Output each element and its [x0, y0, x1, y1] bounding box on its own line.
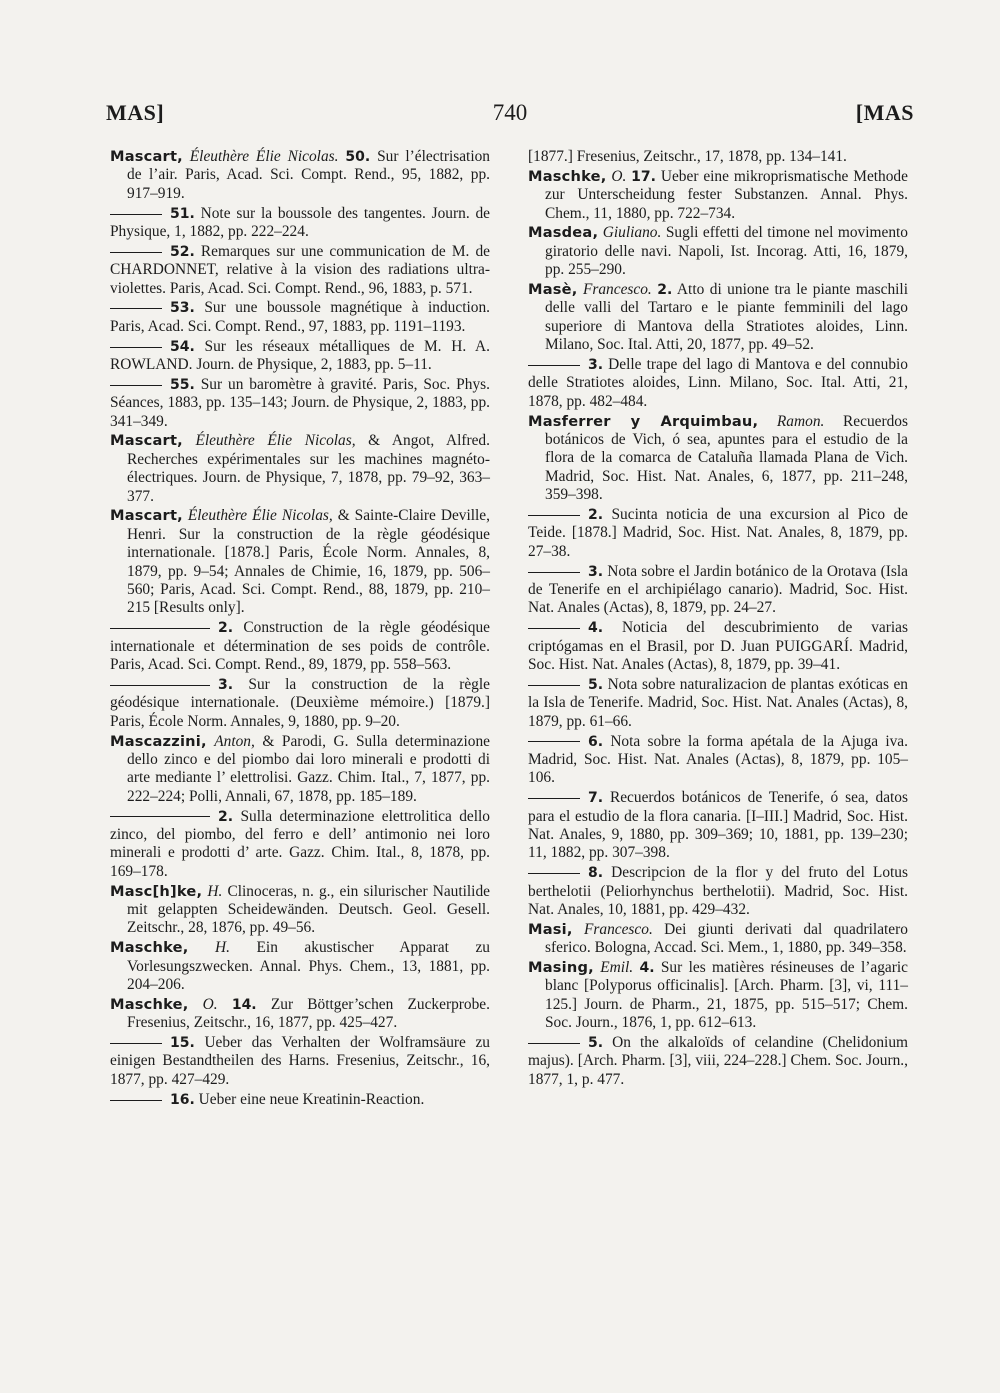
entry-text: Dei giunti derivati dal quadrilatero sferico. Bologna, Accad. Sci. Mem., 1, 1880, pp. 349–358.	[545, 920, 908, 957]
author-name: Masè,	[528, 281, 578, 299]
entry-text: Ueber das Verhalten der Wolframsäure zu einigen Bestandtheilen des Harns. Fresenius, Zeitschr., 16, 1877, pp. 427–429.	[110, 1033, 490, 1088]
bibliography-entry	[528, 413, 908, 505]
ditto-rule	[110, 385, 162, 386]
bibliography-entry	[110, 205, 490, 242]
bibliography-entry	[110, 148, 490, 203]
ditto-rule	[528, 365, 580, 366]
entry-text: Sucinta noticia de una excursion al Pico de Teide. [1878.] Madrid, Soc. Hist. Nat. Anales, 8, 1879, pp. 27–38.	[528, 506, 908, 560]
ditto-rule	[110, 214, 162, 215]
bibliography-entry	[110, 883, 490, 938]
ditto-rule	[110, 1100, 162, 1101]
bibliography-entry	[528, 356, 908, 411]
entry-number: 8.	[588, 865, 604, 882]
author-given-name: Éleuthère Élie Nicolas,	[195, 432, 356, 450]
bibliography-entry	[110, 1091, 490, 1109]
entry-text: Descripcion de la flor y del fruto del Lotus berthelotii (Peliorhynchus berthelotii). Madrid, Soc. Hist. Nat. Anales, 10, 1881, pp. 429–432.	[528, 864, 908, 918]
entry-text: Zur Böttger’schen Zuckerprobe. Fresenius, Zeitschr., 16, 1877, pp. 425–427.	[127, 995, 490, 1032]
entry-text: [1877.] Fresenius, Zeitschr., 17, 1878, pp. 134–141.	[528, 148, 847, 165]
entry-text: Sur l’électrisation de l’air. Paris, Acad. Sci. Compt. Rend., 95, 1882, pp. 917–919.	[127, 148, 490, 202]
ditto-rule	[110, 685, 210, 686]
entry-text: & Sainte-Claire Deville, Henri. Sur la construction de la règle géodésique internationale. [1878.] Paris, École Norm. Annales, 8, 1879, pp. 9–54; Annales de Chimie, 16, 1879, pp. 506–560; Paris, Acad. Sci. Compt. Rend., 88, 1879, pp. 210–215 [Results only].	[127, 507, 490, 617]
entry-number: 5.	[588, 676, 604, 693]
entry-text: Sur une boussole magnétique à induction. Paris, Acad. Sci. Compt. Rend., 97, 1883, pp. 1191–1193.	[110, 299, 490, 335]
ditto-rule	[110, 1043, 162, 1044]
bibliography-entry	[528, 563, 908, 618]
entry-text: Ueber eine mikroprismatische Methode zur Unterscheidung fester Substanzen. Annal. Phys. Chem., 11, 1880, pp. 722–734.	[545, 167, 908, 222]
bibliography-entry	[110, 338, 490, 375]
entry-text: Recuerdos botánicos de Tenerife, ó sea, datos para el estudio de la flora canaria. [I–III.] Madrid, Soc. Hist. Nat. Anales, 9, 1880, pp. 309–369; 10, 1881, pp. 139–230; 11, 1882, pp. 307–398.	[528, 789, 908, 862]
entry-number: 17.	[631, 168, 656, 185]
author-given-name: Éleuthère Élie Nicolas.	[189, 148, 339, 165]
ditto-rule	[528, 873, 580, 874]
ditto-rule	[110, 347, 162, 348]
page-number: 740	[492, 100, 528, 125]
bibliography-entry	[528, 864, 908, 919]
bibliography-entry	[110, 507, 490, 617]
entry-number: 3.	[588, 357, 604, 374]
entry-text: & Parodi, G. Sulla determinazione dello zinco e del piombo dai loro minerali e prodotti di arte mediante l’ elettrolisi. Gazz. Chim. Ital., 7, 1877, pp. 222–224; Polli, Annali, 67, 1878, pp. 185–189.	[127, 732, 490, 805]
entry-text: Construction de la règle géodésique internationale et détermination de ses poids de contrôle. Paris, Acad. Sci. Compt. Rend., 89, 1879, pp. 558–563.	[110, 619, 490, 674]
ditto-rule	[110, 252, 162, 253]
bibliography-entry	[528, 619, 908, 674]
entry-number: 2.	[218, 808, 234, 825]
bibliography-entry	[528, 733, 908, 788]
entry-text: Ein akustischer Apparat zu Vorlesungszwecken. Annal. Phys. Chem., 13, 1881, pp. 204–206.	[127, 939, 490, 993]
entry-text: Note sur la boussole des tangentes. Journ. de Physique, 1, 1882, pp. 222–224.	[110, 204, 490, 241]
entry-number: 51.	[170, 205, 195, 222]
ditto-rule	[528, 1043, 580, 1044]
entry-text: Sugli effetti del timone nel movimento giratorio delle navi. Napoli, Ist. Incorag. Atti, 16, 1879, pp. 255–290.	[545, 224, 908, 279]
entry-number: 2.	[588, 507, 604, 524]
entry-number: 7.	[588, 790, 604, 807]
author-name: Masc[h]ke,	[110, 882, 203, 900]
author-name: Mascart,	[110, 507, 183, 525]
right-column	[528, 148, 908, 1091]
entry-text: Noticia del descubrimiento de varias criptógamas en el Brasil, por D. Juan PUIGGARÍ. Madrid, Soc. Hist. Nat. Anales (Actas), 8, 1879, pp. 39–41.	[528, 619, 908, 674]
author-given-name: H.	[207, 882, 223, 900]
entry-number: 2.	[218, 620, 234, 637]
running-header	[106, 100, 914, 134]
entry-number: 50.	[345, 149, 371, 165]
entry-text: Nota sobre naturalizacion de plantas exóticas en la Isla de Tenerife. Madrid, Soc. Hist. Nat. Anales (Actas), 8, 1879, pp. 61–66.	[528, 675, 908, 730]
ditto-rule	[528, 515, 580, 516]
entry-text: Sur les matières résineuses de l’agaric blanc [Polyporus officinalis]. [Arch. Pharm. [3], vi, 111–125.] Journ. de Pharm., 21, 1875, pp. 515–517; Chem. Soc. Journ., 1876, 1, pp. 612–613.	[545, 958, 908, 1032]
bibliography-entry	[110, 676, 490, 731]
entry-number: 16.	[170, 1091, 195, 1108]
bibliography-entry	[528, 789, 908, 863]
entry-text: Remarques sur une communication de M. de CHARDONNET, relative à la vision des radiations ultra-violettes. Paris, Acad. Sci. Compt. Rend., 96, 1883, p. 571.	[110, 242, 490, 297]
bibliography-entry	[110, 733, 490, 807]
author-given-name: Éleuthère Élie Nicolas,	[187, 507, 333, 525]
bibliography-entry	[110, 939, 490, 994]
bibliography-entry	[110, 376, 490, 431]
bibliography-entry	[110, 243, 490, 298]
author-given-name: Anton,	[214, 732, 255, 750]
bibliography-entry	[110, 1034, 490, 1089]
entry-number: 3.	[588, 563, 604, 580]
author-given-name: O.	[611, 167, 627, 185]
bibliography-entry	[528, 168, 908, 223]
entry-number: 5.	[588, 1034, 604, 1051]
author-name: Mascazzini,	[110, 732, 207, 750]
bibliography-entry	[528, 148, 908, 166]
author-name: Masdea,	[528, 224, 599, 242]
author-name: Maschke,	[110, 995, 189, 1013]
entry-number: 2.	[657, 282, 673, 299]
bibliography-entry	[528, 676, 908, 731]
bibliography-entry	[528, 224, 908, 279]
entry-text: & Angot, Alfred. Recherches expérimentales sur les machines magnéto-électriques. Journ. de Physique, 7, 1878, pp. 79–92, 363–377.	[127, 432, 490, 505]
author-name: Mascart,	[110, 148, 183, 165]
bibliography-entry	[110, 299, 490, 336]
bibliography-entry	[528, 506, 908, 561]
entry-text: Nota sobre la forma apétala de la Ajuga iva. Madrid, Soc. Hist. Nat. Anales (Actas), 8, 1879, pp. 105–106.	[528, 732, 908, 787]
entry-text: Sur les réseaux métalliques de M. H. A. ROWLAND. Journ. de Physique, 2, 1883, pp. 5–11.	[110, 337, 490, 374]
entry-number: 3.	[218, 676, 234, 693]
author-given-name: O.	[202, 995, 218, 1013]
bibliography-entry	[528, 921, 908, 958]
entry-number: 52.	[170, 243, 195, 260]
bibliography-entry	[528, 281, 908, 355]
ditto-rule	[528, 741, 580, 742]
entry-text: Ueber eine neue Kreatinin-Reaction.	[198, 1090, 425, 1108]
ditto-rule	[110, 308, 162, 309]
author-name: Masi,	[528, 920, 573, 938]
author-name: Maschke,	[110, 939, 189, 957]
bibliography-entry	[528, 1034, 908, 1089]
author-given-name: Francesco.	[583, 920, 653, 938]
entry-text: Sur la construction de la règle géodésique internationale. (Deuxième mémoire.) [1879.] Paris, École Norm. Annales, 9, 1880, pp. 9–20.	[110, 675, 490, 730]
entry-text: Sulla determinazione elettrolitica dello zinco, del piombo, del ferro e dell’ antimonio nei loro minerali e prodotti d’ arte. Gazz. Chim. Ital., 8, 1878, pp. 169–178.	[110, 807, 490, 880]
author-given-name: Francesco.	[582, 281, 652, 299]
author-given-name: Giuliano.	[602, 224, 662, 242]
ditto-rule	[110, 816, 210, 817]
entry-number: 4.	[639, 959, 655, 976]
ditto-rule	[110, 628, 210, 629]
author-name: Masing,	[528, 958, 594, 976]
left-column	[110, 148, 490, 1110]
entry-number: 54.	[170, 338, 195, 355]
entry-text: Recuerdos botánicos de Vich, ó sea, apuntes para el estudio de la flora de la comarca de Cataluña llamada Plana de Vich. Madrid, Soc. Hist. Nat. Anales, 6, 1877, pp. 211–248, 359–398.	[545, 412, 908, 504]
entry-text: Nota sobre el Jardin botánico de la Orotava (Isla de Tenerife en el archipiélago canario). Madrid, Soc. Hist. Nat. Anales (Actas), 8, 1879, pp. 24–27.	[528, 562, 908, 617]
author-name: Maschke,	[528, 167, 607, 185]
author-name: Masferrer y Arquimbau,	[528, 412, 759, 430]
entry-number: 14.	[231, 996, 257, 1013]
entry-number: 53.	[170, 300, 195, 317]
ditto-rule	[528, 628, 580, 629]
entry-number: 15.	[170, 1034, 195, 1051]
header-right-keyword: [MAS	[855, 100, 914, 125]
ditto-rule	[528, 572, 580, 573]
bibliography-entry	[110, 432, 490, 506]
bibliography-entry	[110, 996, 490, 1033]
entry-text: Clinoceras, n. g., ein silurischer Nautilide mit gelappten Scheidewänden. Deutsch. Geol. Gesell. Zeitschr., 28, 1876, pp. 49–56.	[127, 882, 490, 937]
ditto-rule	[528, 685, 580, 686]
ditto-rule	[528, 798, 580, 799]
entry-text: Sur un baromètre à gravité. Paris, Soc. Phys. Séances, 1883, pp. 135–143; Journ. de Physique, 2, 1883, pp. 341–349.	[110, 375, 490, 430]
bibliography-entry	[110, 619, 490, 674]
entry-number: 6.	[588, 733, 604, 750]
entry-text: On the alkaloïds of celandine (Chelidonium majus). [Arch. Pharm. [3], viii, 224–228.] Chem. Soc. Journ., 1877, 1, p. 477.	[528, 1033, 908, 1088]
bibliography-entry	[110, 808, 490, 882]
entry-text: Delle trape del lago di Mantova e del connubio delle Stratiotes aloides, Linn. Milano, Soc. Ital. Atti, 21, 1878, pp. 482–484.	[528, 356, 908, 410]
author-given-name: Ramon.	[776, 412, 825, 430]
author-given-name: H.	[215, 939, 230, 957]
author-name: Mascart,	[110, 432, 183, 450]
bibliography-entry	[528, 959, 908, 1033]
header-left-keyword: MAS]	[106, 100, 165, 125]
author-given-name: Emil.	[600, 958, 634, 976]
entry-number: 4.	[588, 620, 604, 637]
entry-number: 55.	[170, 376, 195, 393]
entry-text: Atto di unione tra le piante maschili delle valli del Tartaro e le piante femminili del lago superiore di Mantova della Stratiotes aloides, Linn. Milano, Soc. Ital. Atti, 20, 1877, pp. 49–52.	[545, 281, 908, 354]
